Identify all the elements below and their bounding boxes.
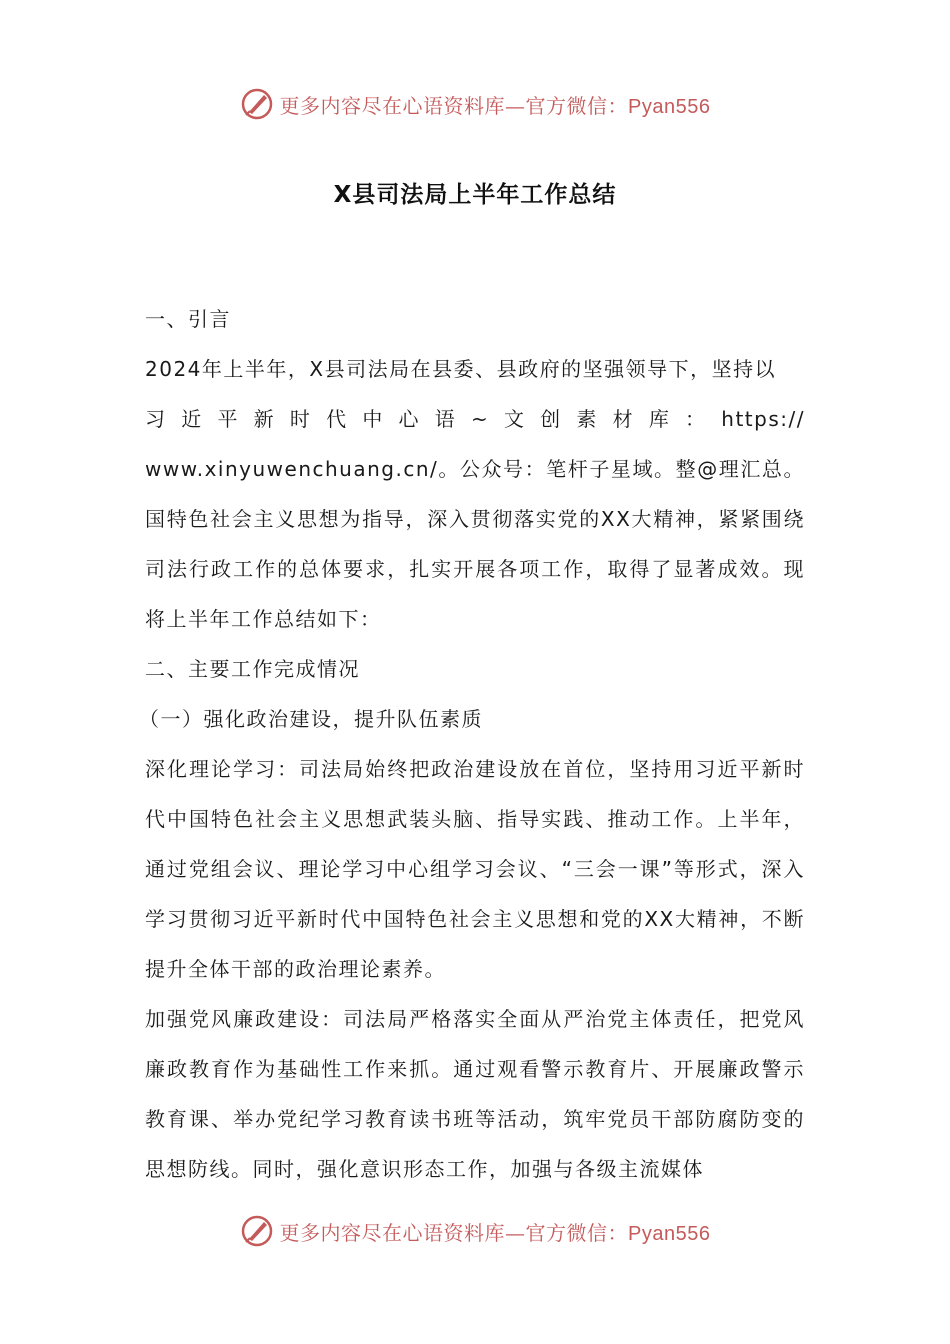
- banner-text: [280, 1217, 711, 1246]
- header-banner: [0, 82, 950, 126]
- url-line-char: 语: [434, 407, 457, 431]
- paragraph-theory-study: 深化理论学习：司法局始终把政治建设放在首位，坚持用习近平新时代中国特色社会主义思想武装头脑、指导实践、推动工作。上半年，通过党组会议、理论学习中心组学习会议、“三会一课”等形式，深入学习贯彻习近平新时代中国特色社会主义思想和党的XX大精神，不断提升全体干部的政治理论素养。: [145, 757, 805, 981]
- url-line-char: 代: [326, 407, 348, 431]
- document-title: X县司法局上半年工作总结: [333, 182, 617, 208]
- url-line-char: 中: [362, 407, 384, 431]
- url-line-char: 心: [398, 407, 421, 431]
- paragraph-party-conduct: 加强党风廉政建设：司法局严格落实全面从严治党主体责任，把党风廉政教育作为基础性工作来抓。通过观看警示教育片、开展廉政警示教育课、举办党纪学习教育读书班等活动，筑牢党员干部防腐防变的思想防线。同时，强化意识形态工作，加强与各级主流媒体: [145, 1007, 805, 1181]
- quill-pen-icon: [240, 1214, 274, 1248]
- banner-wechat-id: Pyan556: [628, 95, 711, 118]
- url-line-char: 时: [289, 407, 312, 431]
- url-line-char: https://: [721, 407, 805, 431]
- banner-message: 更多内容尽在心语资料库—官方微信：: [279, 93, 629, 118]
- url-line-char: 创: [540, 407, 562, 431]
- url-line-char: 文: [503, 407, 526, 431]
- document-body: [139, 294, 805, 1194]
- url-line-char: 近: [181, 407, 203, 431]
- url-line-char: 平: [217, 407, 239, 431]
- url-line-char: ：: [685, 407, 707, 431]
- intro-heading: 一、引言: [145, 307, 231, 331]
- quill-pen-icon: [240, 87, 274, 121]
- intro-url-line: [145, 394, 805, 444]
- footer-banner: [0, 1209, 950, 1253]
- sub-heading-1: （一）强化政治建设，提升队伍素质: [139, 707, 483, 731]
- url-line-char: 库: [648, 407, 671, 431]
- banner-text: [280, 90, 711, 119]
- url-line-char: 新: [253, 407, 276, 431]
- url-line-char: ~: [470, 407, 490, 431]
- banner-wechat-id: Pyan556: [628, 1222, 711, 1245]
- intro-line-1: 2024年上半年，X县司法局在县委、县政府的坚强领导下，坚持以: [145, 357, 777, 381]
- url-line-char: 习: [145, 407, 167, 431]
- url-line-char: 材: [612, 407, 635, 431]
- url-line-char: 素: [576, 407, 598, 431]
- main-heading: 二、主要工作完成情况: [145, 657, 360, 681]
- intro-paragraph-rest: www.xinyuwenchuang.cn/。公众号：笔杆子星域。整@理汇总。国特色社会主义思想为指导，深入贯彻落实党的XX大精神，紧紧围绕司法行政工作的总体要求，扎实开展各项工作，取得了显著成效。现将上半年工作总结如下：: [145, 457, 805, 631]
- banner-message: 更多内容尽在心语资料库—官方微信：: [279, 1220, 629, 1245]
